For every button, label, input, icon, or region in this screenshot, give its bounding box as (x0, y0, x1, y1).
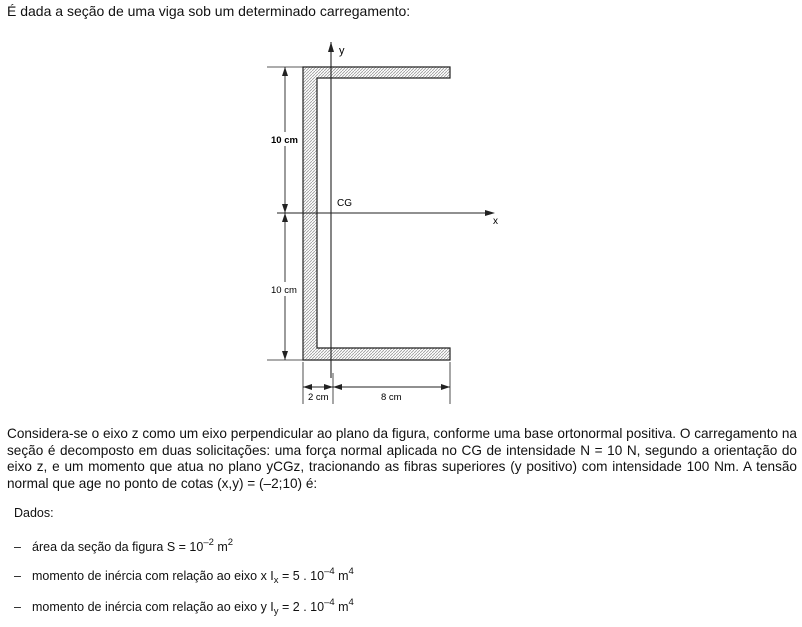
y-axis-arrow-icon (328, 42, 334, 52)
dados-item-area: – área da seção da figura $S = 10^{-2}$ $m^2$ (14, 537, 234, 554)
list-dash: – (14, 540, 21, 554)
dados-item-iy: – momento de inércia com relação ao eixo y $I_y = 2$ . $10^{-4}$ $m^4$ (14, 597, 354, 617)
dim-upper-label: 10 cm (271, 135, 298, 146)
list-dash: – (14, 600, 21, 614)
cg-label: CG (337, 198, 352, 209)
intro-text: É dada a seção de uma viga sob um determinado carregamento: (7, 3, 411, 19)
list-dash: – (14, 569, 21, 583)
dim-web-label: 2 cm (308, 392, 329, 403)
dados-item-ix: – momento de inércia com relação ao eixo x $I_x = 5$ . $10^{-4}$ $m^4$ (14, 566, 354, 586)
x-axis-label: x (493, 216, 498, 227)
beam-section-figure (255, 38, 515, 410)
dim-lower-label: 10 cm (271, 285, 297, 296)
dados-title: Dados: (14, 506, 54, 520)
dim-flange-label: 8 cm (381, 392, 402, 403)
problem-paragraph: Considera-se o eixo z como um eixo perpendicular ao plano da figura, conforme uma base ortonormal positiva. O carregamento na seção é decomposto em duas solicitações: uma força normal aplicada no CG de intensidade N = 10 N, segundo a orientação do eixo z, e um momento que atua no plano yCGz, tracionando as fibras superiores (y positivo) com intensidade 100 Nm. A tensão normal que age no ponto de cotas (x,y) = (–2;10) é: (7, 426, 797, 491)
y-axis-label: y (339, 45, 345, 57)
